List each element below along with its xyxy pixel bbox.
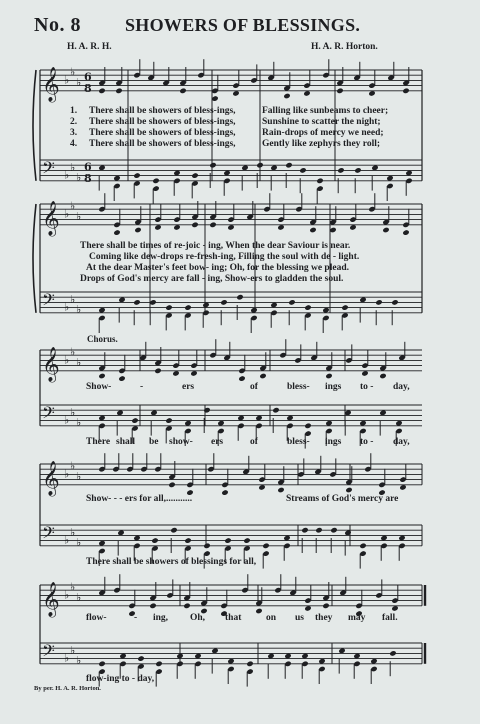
note-head: [389, 650, 396, 656]
chorus-lyric: bless-: [287, 382, 310, 392]
note-head: [170, 527, 177, 533]
chorus-bass-lyric: of: [250, 437, 258, 447]
treble-clef-icon: 𝄞: [42, 581, 60, 617]
bass-clef-icon: 𝄢: [42, 157, 55, 182]
music-credit: H. A. R. Horton.: [311, 42, 378, 52]
flat-icon: ♭: [64, 168, 70, 182]
note-head: [259, 373, 266, 379]
note-head: [359, 543, 366, 549]
verse-lyric: Gently like zephyrs they roll;: [262, 139, 381, 149]
flat-icon: ♭: [70, 405, 76, 419]
flat-icon: ♭: [70, 580, 76, 594]
chorus-lyric: flow-: [86, 613, 107, 623]
time-signature-numerator: 6: [84, 70, 92, 84]
chorus-lyric: Show-: [86, 382, 112, 392]
note-head: [341, 304, 348, 310]
note-head: [209, 222, 216, 228]
note-head: [315, 527, 322, 533]
note-head: [133, 299, 140, 305]
flat-icon: ♭: [70, 643, 76, 657]
note-head: [256, 162, 263, 168]
note-head: [151, 537, 158, 543]
note-head: [375, 299, 382, 305]
note-head: [224, 537, 231, 543]
flat-icon: ♭: [64, 353, 70, 367]
flat-icon: ♭: [76, 470, 82, 483]
chorus-lyric: fall.: [382, 613, 398, 623]
note-head: [220, 299, 227, 305]
treble-clef-icon: 𝄞: [42, 346, 60, 382]
flat-icon: ♭: [70, 292, 76, 306]
note-head: [299, 167, 306, 173]
note-head: [98, 661, 105, 667]
verse-number: 4.: [70, 139, 78, 149]
note-head: [184, 537, 191, 543]
flat-icon: ♭: [76, 210, 82, 223]
verse-lyric: There shall be showers of bless-ings,: [89, 106, 236, 116]
note-head: [336, 88, 343, 94]
verse-number: 2.: [70, 117, 78, 127]
note-head: [391, 299, 398, 305]
chorus-lyric: day,: [393, 382, 410, 392]
flat-icon: ♭: [70, 65, 76, 79]
verse-lyric: Rain-drops of mercy we need;: [262, 128, 384, 138]
flat-icon: ♭: [64, 588, 70, 602]
note-head: [283, 93, 290, 99]
chorus-bass-lyric: There: [86, 437, 111, 447]
verse-lyric: At the dear Master's feet bow- ing; Oh, for the blessing we plead.: [86, 263, 349, 273]
note-head: [304, 423, 311, 429]
note-head: [255, 608, 262, 614]
flat-icon: ♭: [64, 207, 70, 221]
permission-credit: By per. H. A. R. Horton.: [34, 685, 101, 692]
note-head: [115, 88, 122, 94]
treble-clef-icon: 𝄞: [42, 66, 60, 102]
chorus-lyric: to -: [360, 382, 374, 392]
brace: [33, 70, 36, 181]
note-head: [382, 227, 389, 233]
note-head: [165, 304, 172, 310]
flat-icon: ♭: [76, 171, 82, 185]
words-credit: H. A. R. H.: [67, 42, 112, 52]
note-head: [118, 375, 125, 381]
chorus-bass-lyric: bless-: [287, 437, 310, 447]
verse-lyric: There shall be showers of bless-ings,: [89, 117, 236, 127]
verse-lyric: Coming like dew-drops re-fresh-ing, Filling the soul with de - light.: [89, 252, 360, 262]
note-head: [183, 603, 190, 609]
note-head: [154, 368, 161, 374]
treble-clef-icon: 𝄞: [42, 200, 60, 236]
note-head: [272, 407, 279, 413]
note-head: [149, 603, 156, 609]
brace: [33, 204, 36, 313]
note-head: [209, 162, 216, 168]
flat-icon: ♭: [76, 356, 82, 369]
chorus-lyric: Streams of God's mercy are: [286, 494, 399, 504]
verse-lyric: There shall be times of re-joic - ing, When the dear Saviour is near.: [80, 241, 351, 251]
flat-icon: ♭: [76, 76, 82, 89]
time-signature-denominator: 8: [84, 81, 92, 95]
note-head: [325, 373, 332, 379]
chorus-lyric: -: [134, 613, 138, 623]
flat-icon: ♭: [76, 591, 82, 604]
note-head: [304, 304, 311, 310]
note-head: [322, 603, 329, 609]
chorus-bass-lyric: be: [149, 437, 159, 447]
flat-icon: ♭: [64, 467, 70, 481]
flat-icon: ♭: [76, 654, 82, 668]
chorus-lyric: ing,: [153, 613, 169, 623]
chorus-bass-lyric: ings: [325, 437, 342, 447]
flat-icon: ♭: [76, 303, 82, 317]
chorus-bass-lyric: show-: [169, 437, 193, 447]
note-head: [337, 167, 344, 173]
flat-icon: ♭: [64, 651, 70, 665]
flat-icon: ♭: [76, 416, 82, 430]
flat-icon: ♭: [64, 533, 70, 547]
note-head: [191, 172, 198, 178]
note-head: [131, 417, 138, 423]
note-head: [345, 487, 352, 493]
verse-lyric: There shall be showers of bless-ings,: [89, 139, 236, 149]
note-head: [98, 373, 105, 379]
note-head: [236, 294, 243, 300]
note-head: [330, 527, 337, 533]
chorus-bass-lyric: There shall be showers of blessings for all,: [86, 557, 257, 567]
chorus-lyric: ings: [325, 382, 342, 392]
note-head: [191, 222, 198, 228]
note-head: [155, 661, 162, 667]
flat-icon: ♭: [64, 73, 70, 87]
chorus-bass-lyric: ers: [211, 437, 224, 447]
chorus-bass-lyric: flow-ing to - day,: [86, 674, 155, 684]
note-head: [168, 482, 175, 488]
chorus-bass-lyric: day,: [393, 437, 410, 447]
note-head: [165, 417, 172, 423]
hymn-number: No. 8: [34, 14, 81, 36]
note-head: [203, 407, 210, 413]
flat-icon: ♭: [70, 525, 76, 539]
note-head: [288, 299, 295, 305]
chorus-lyric: they: [315, 613, 333, 623]
note-head: [221, 489, 228, 495]
note-head: [402, 88, 409, 94]
flat-icon: ♭: [64, 300, 70, 314]
note-head: [354, 167, 361, 173]
flat-icon: ♭: [64, 413, 70, 427]
note-head: [133, 172, 140, 178]
note-head: [246, 661, 253, 667]
verse-number: 3.: [70, 128, 78, 138]
time-signature-numerator: 6: [84, 160, 92, 174]
note-head: [134, 227, 141, 233]
verse-number: 1.: [70, 106, 78, 116]
chorus-lyric: Oh,: [190, 613, 206, 623]
chorus-lyric: Show- - - ers for all,...........: [86, 494, 193, 504]
note-head: [179, 88, 186, 94]
treble-clef-icon: 𝄞: [42, 460, 60, 496]
chorus-lyric: us: [295, 613, 304, 623]
note-head: [277, 487, 284, 493]
bass-clef-icon: 𝄢: [42, 289, 55, 314]
bass-clef-icon: 𝄢: [42, 640, 55, 665]
chorus-lyric: -: [140, 382, 144, 392]
bass-clef-icon: 𝄢: [42, 522, 55, 547]
chorus-lyric: on: [266, 613, 277, 623]
note-head: [203, 543, 210, 549]
verse-lyric: Falling like sunbeams to cheer;: [262, 106, 389, 116]
note-head: [285, 162, 292, 168]
flat-icon: ♭: [76, 536, 82, 550]
chorus-bass-lyric: to -: [360, 437, 374, 447]
flat-icon: ♭: [70, 459, 76, 473]
flat-icon: ♭: [70, 345, 76, 359]
note-head: [152, 178, 159, 184]
note-head: [238, 375, 245, 381]
note-head: [379, 373, 386, 379]
note-head: [243, 537, 250, 543]
verse-lyric: There shall be showers of bless-ings,: [89, 128, 236, 138]
verse-lyric: Sunshine to scatter the night;: [262, 117, 381, 127]
note-head: [309, 227, 316, 233]
chorus-lyric: ers: [182, 382, 195, 392]
hymn-title: SHOWERS OF BLESSINGS.: [125, 15, 361, 35]
chorus-lyric: that: [225, 613, 242, 623]
chorus-lyric: of: [250, 382, 258, 392]
time-signature-denominator: 8: [84, 171, 92, 185]
bass-clef-icon: 𝄢: [42, 402, 55, 427]
note-head: [137, 655, 144, 661]
chorus-label: Chorus.: [87, 334, 118, 344]
note-head: [316, 178, 323, 184]
note-head: [113, 229, 120, 235]
chorus-bass-lyric: shall: [116, 437, 136, 447]
note-head: [98, 88, 105, 94]
note-head: [301, 527, 308, 533]
note-head: [262, 543, 269, 549]
note-head: [402, 229, 409, 235]
chorus-lyric: may: [348, 613, 366, 623]
flat-icon: ♭: [70, 199, 76, 213]
verse-lyric: Drops of God's mercy are fall - ing, Show-ers to gladden the soul.: [80, 274, 344, 284]
flat-icon: ♭: [70, 160, 76, 174]
note-head: [184, 304, 191, 310]
